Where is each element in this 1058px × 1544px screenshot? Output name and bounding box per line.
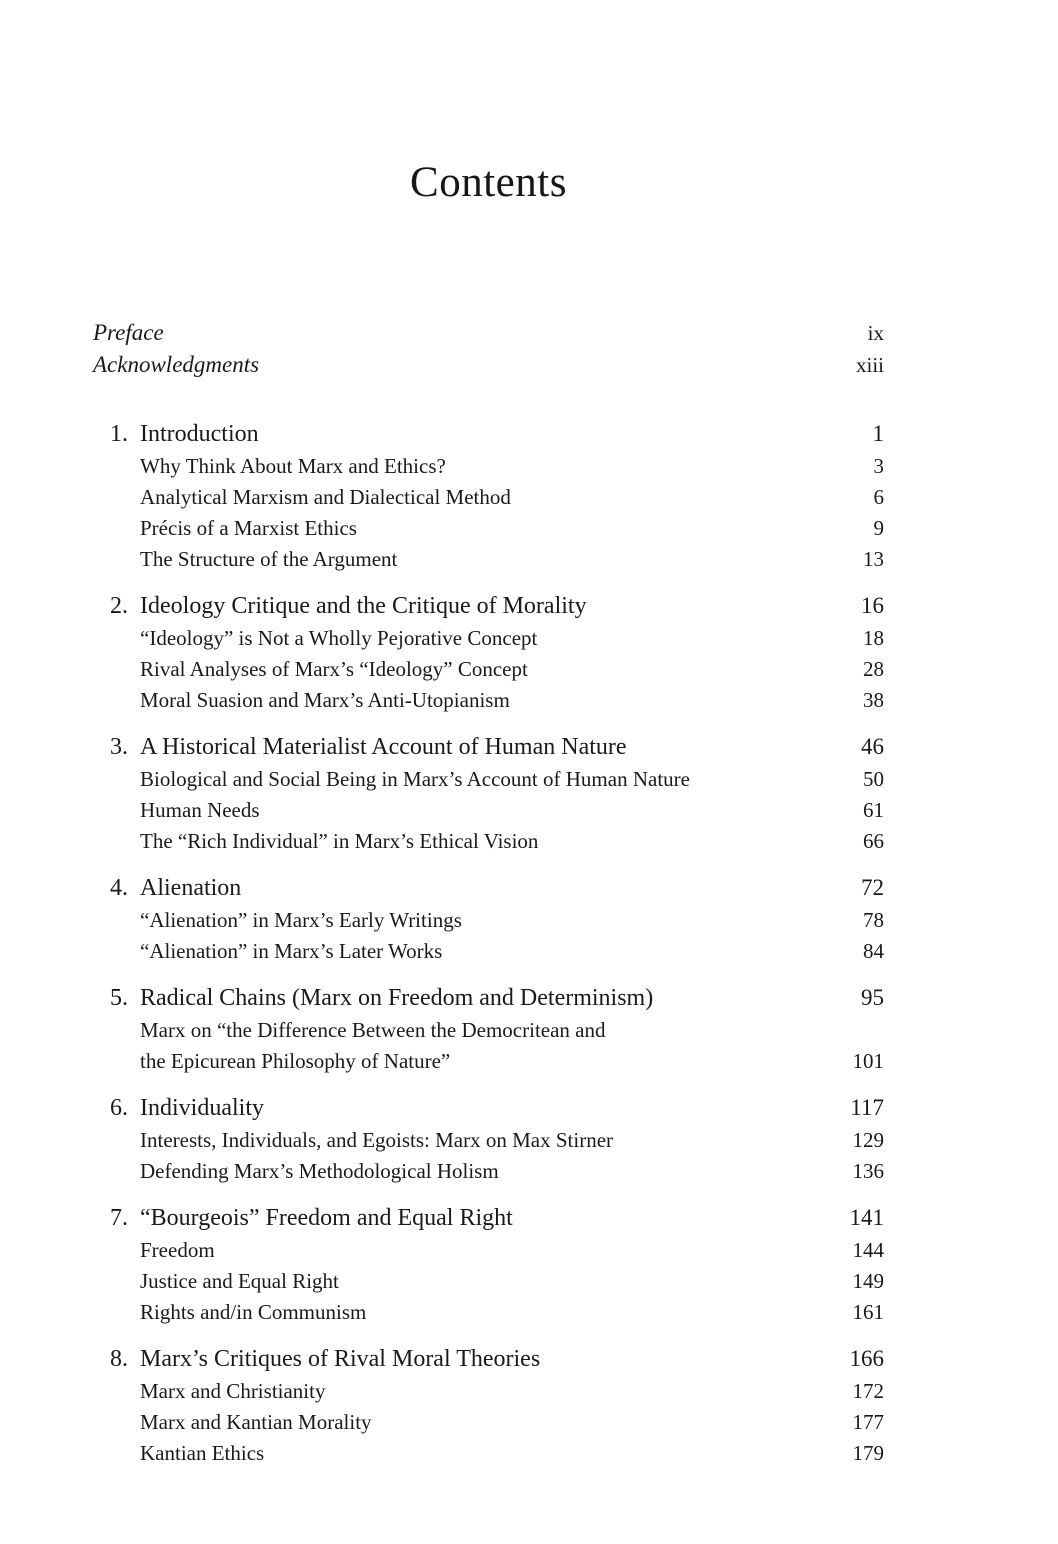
page-number: 50 [863, 767, 884, 792]
toc-subentry [93, 795, 884, 826]
chapter-number: 8. [110, 1346, 128, 1373]
subentry-title: Rival Analyses of Marx’s “Ideology” Concept [140, 657, 528, 682]
page-number: ix [867, 321, 884, 346]
page-number: 16 [861, 593, 884, 619]
subentry-title: “Alienation” in Marx’s Early Writings [140, 908, 462, 933]
chapter-title-group [93, 1343, 540, 1376]
toc-chapter-4 [93, 871, 884, 967]
subentry-title: Marx and Kantian Morality [140, 1410, 372, 1435]
entry-label: Acknowledgments [93, 352, 260, 378]
chapter-number: 3. [110, 734, 128, 761]
chapter-heading [93, 871, 884, 905]
toc-chapter-3 [93, 730, 884, 857]
subentry-title: Analytical Marxism and Dialectical Method [140, 485, 511, 510]
page-number: 13 [863, 547, 884, 572]
chapter-title-group [93, 418, 259, 451]
page-number: 117 [850, 1095, 884, 1121]
subentry-title [140, 1015, 606, 1077]
toc-chapter-8 [93, 1342, 884, 1469]
toc-subentry [93, 451, 884, 482]
page-number: 6 [873, 485, 884, 510]
toc-subentry [93, 623, 884, 654]
toc-subentry [93, 1015, 884, 1077]
subentry-line-2: the Epicurean Philosophy of Nature” [140, 1049, 451, 1074]
subentry-title: Justice and Equal Right [140, 1269, 339, 1294]
page-number: 149 [852, 1269, 884, 1294]
subentry-title: Biological and Social Being in Marx’s Account of Human Nature [140, 767, 690, 792]
page-number: 95 [861, 985, 884, 1011]
chapter-heading [93, 1342, 884, 1376]
subentry-title: Précis of a Marxist Ethics [140, 516, 357, 541]
chapter-title: Marx’s Critiques of Rival Moral Theories [140, 1346, 541, 1373]
toc-subentry [93, 936, 884, 967]
chapter-number: 2. [110, 593, 128, 620]
toc-subentry [93, 764, 884, 795]
toc-subentry [93, 1235, 884, 1266]
toc-subentry [93, 1156, 884, 1187]
page-number: 28 [863, 657, 884, 682]
chapter-title: Introduction [140, 421, 259, 448]
chapter-heading [93, 981, 884, 1015]
page-number: 101 [852, 1049, 884, 1074]
toc-subentry [93, 544, 884, 575]
page-number: 18 [863, 626, 884, 651]
page-number: 166 [849, 1346, 884, 1372]
subentry-title: Human Needs [140, 798, 260, 823]
toc-subentry [93, 1266, 884, 1297]
subentry-title: The Structure of the Argument [140, 547, 398, 572]
toc-entry-acknowledgments [93, 349, 884, 381]
toc-subentry [93, 1125, 884, 1156]
subentry-title: Interests, Individuals, and Egoists: Marx on Max Stirner [140, 1128, 614, 1153]
toc-chapter-2 [93, 589, 884, 716]
front-matter-section [93, 317, 884, 381]
toc-subentry [93, 905, 884, 936]
subentry-title: Freedom [140, 1238, 215, 1263]
subentry-title: The “Rich Individual” in Marx’s Ethical Vision [140, 829, 539, 854]
subentry-title: Marx and Christianity [140, 1379, 326, 1404]
page-number: 144 [852, 1238, 884, 1263]
toc-subentry [93, 826, 884, 857]
toc-subentry [93, 1297, 884, 1328]
entry-label: Preface [93, 320, 164, 346]
subentry-title: Kantian Ethics [140, 1441, 265, 1466]
page-number: 177 [852, 1410, 884, 1435]
page-number: 1 [872, 421, 884, 447]
chapter-title-group [93, 1202, 513, 1235]
toc-entry-preface [93, 317, 884, 349]
subentry-title: Why Think About Marx and Ethics? [140, 454, 446, 479]
page-number: 46 [861, 734, 884, 760]
chapter-number: 7. [110, 1205, 128, 1232]
toc-subentry [93, 513, 884, 544]
chapter-title: Ideology Critique and the Critique of Morality [140, 593, 587, 620]
subentry-title: Moral Suasion and Marx’s Anti-Utopianism [140, 688, 510, 713]
page-number: 161 [852, 1300, 884, 1325]
toc-subentry [93, 685, 884, 716]
toc-subentry [93, 1376, 884, 1407]
page-number: 61 [863, 798, 884, 823]
chapter-title-group [93, 982, 653, 1015]
subentry-title: Rights and/in Communism [140, 1300, 367, 1325]
chapter-title: A Historical Materialist Account of Human Nature [140, 734, 627, 761]
page-number: 141 [849, 1205, 884, 1231]
toc-chapter-6 [93, 1091, 884, 1187]
page-number: 172 [852, 1379, 884, 1404]
page-number: 84 [863, 939, 884, 964]
chapter-heading [93, 417, 884, 451]
subentry-line-1: Marx on “the Difference Between the Democritean and [140, 1018, 606, 1043]
chapter-number: 1. [110, 421, 128, 448]
chapter-title-group [93, 872, 241, 905]
toc-subentry [93, 1438, 884, 1469]
toc-chapter-7 [93, 1201, 884, 1328]
page-number: 38 [863, 688, 884, 713]
toc-subentry [93, 654, 884, 685]
chapter-heading [93, 1201, 884, 1235]
page-number: 78 [863, 908, 884, 933]
page-number: 9 [873, 516, 884, 541]
page-number: 129 [852, 1128, 884, 1153]
toc-subentry [93, 1407, 884, 1438]
chapter-title: Alienation [140, 875, 242, 902]
page-number: 136 [852, 1159, 884, 1184]
toc-chapter-5 [93, 981, 884, 1077]
page-number: 66 [863, 829, 884, 854]
page-number: xiii [855, 353, 884, 378]
chapter-title: Radical Chains (Marx on Freedom and Determinism) [140, 985, 654, 1012]
chapter-number: 4. [110, 875, 128, 902]
chapter-number: 5. [110, 985, 128, 1012]
subentry-title: “Alienation” in Marx’s Later Works [140, 939, 443, 964]
page-title: Contents [410, 159, 567, 206]
chapter-heading [93, 589, 884, 623]
chapter-title-group [93, 731, 627, 764]
page-number: 3 [873, 454, 884, 479]
chapter-heading [93, 1091, 884, 1125]
chapter-title: Individuality [140, 1095, 264, 1122]
page-number: 72 [861, 875, 884, 901]
chapter-number: 6. [110, 1095, 128, 1122]
chapter-title-group [93, 1092, 264, 1125]
subentry-title: Defending Marx’s Methodological Holism [140, 1159, 499, 1184]
toc-subentry [93, 482, 884, 513]
page-number: 179 [852, 1441, 884, 1466]
book-page [93, 0, 884, 1469]
chapter-title-group [93, 590, 587, 623]
subentry-title: “Ideology” is Not a Wholly Pejorative Concept [140, 626, 538, 651]
toc-chapter-1 [93, 417, 884, 575]
chapter-heading [93, 730, 884, 764]
chapter-title: “Bourgeois” Freedom and Equal Right [140, 1205, 513, 1232]
